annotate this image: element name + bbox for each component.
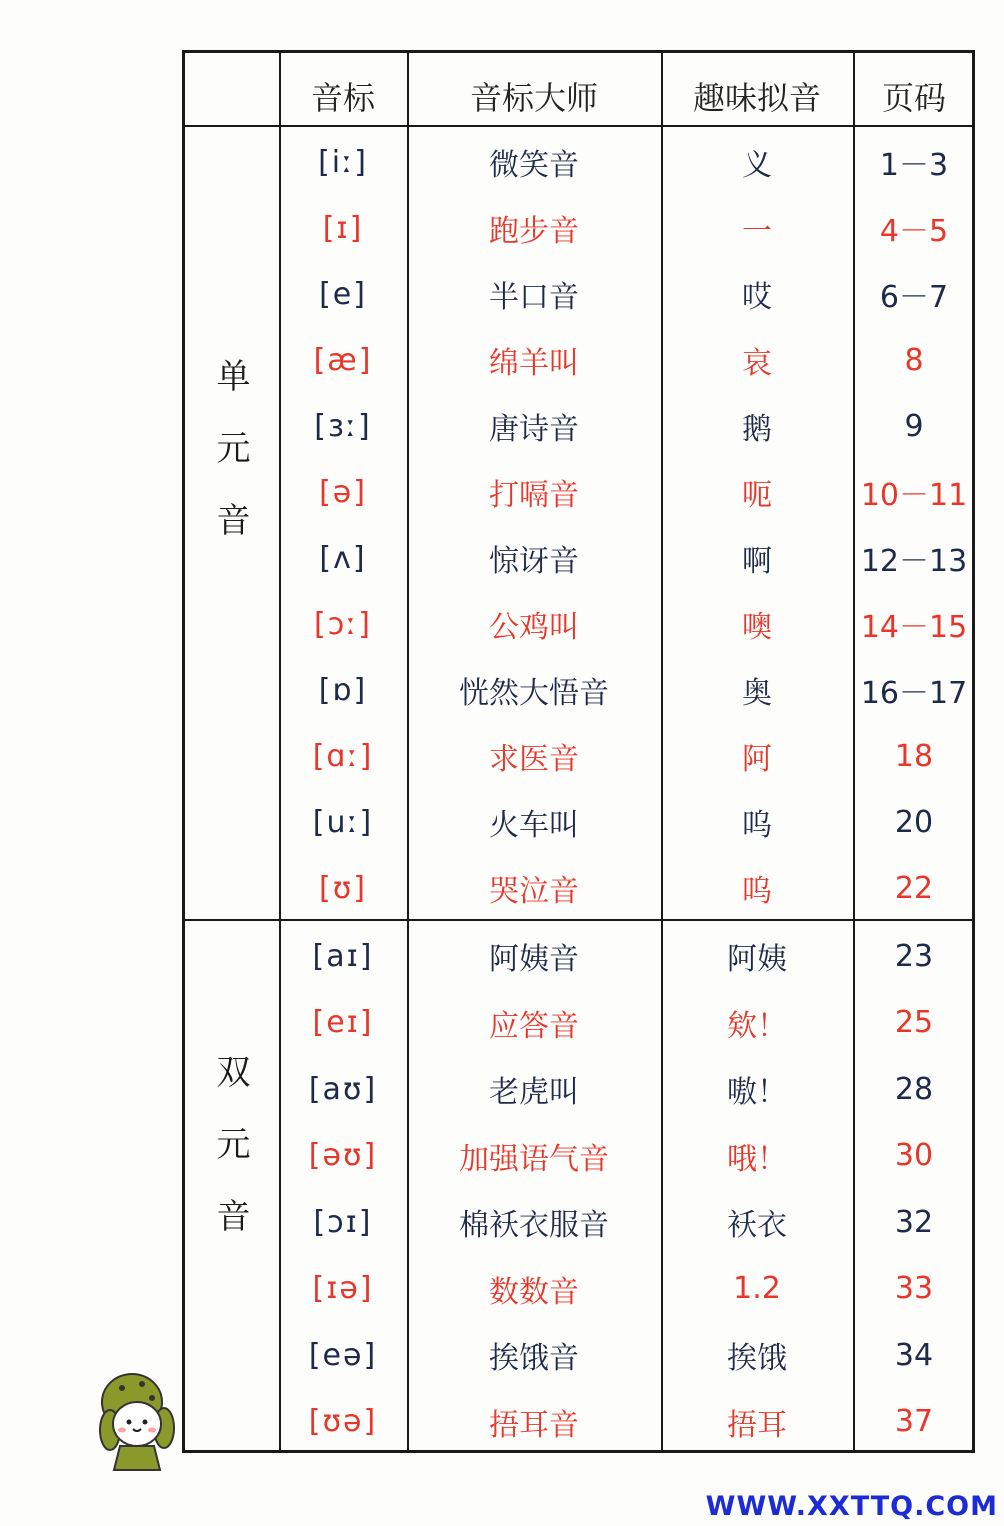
ipa-cell: [eə] [308, 1337, 378, 1373]
ipa-cell: [ə] [319, 474, 367, 510]
header-blank [185, 61, 279, 131]
ipa-cell: [eɪ] [312, 1005, 374, 1040]
master-cell: 绵羊叫 [489, 346, 579, 381]
master-cell: 恍然大悟音 [459, 676, 609, 711]
group-label-char: 音 [216, 1197, 251, 1237]
master-cell: 老虎叫 [489, 1075, 579, 1110]
fun-sound-cell: 嗷！ [727, 1075, 787, 1110]
fun-sound-cell: 鹅 [742, 412, 772, 447]
fun-sound-cell: 噢 [742, 610, 772, 645]
watermark-text: WWW.XXTTQ.COM [705, 1491, 998, 1522]
page-cell: 30 [894, 1138, 934, 1173]
fun-sound-cell: 捂耳 [727, 1407, 787, 1443]
group-label-char: 音 [216, 501, 251, 541]
ipa-cell: [uː] [312, 804, 374, 840]
page-cell: 10－11 [860, 478, 968, 513]
fun-sound-cell: 欸！ [727, 1008, 787, 1044]
ipa-cell: [ʊə] [308, 1404, 378, 1439]
master-cell: 微笑音 [489, 148, 579, 183]
page-cell: 1－3 [879, 148, 949, 183]
ipa-cell: [e] [319, 276, 367, 312]
master-cell: 打嗝音 [489, 478, 579, 513]
header-phonetic: 音标 [310, 79, 375, 117]
fun-sound-cell: 哀 [742, 346, 772, 381]
master-cell: 跑步音 [489, 214, 579, 249]
ipa-cell: [ɔː] [314, 606, 372, 642]
fun-sound-cell: 一 [742, 214, 772, 249]
page-cell: 9 [904, 408, 924, 444]
page-cell: 33 [894, 1271, 934, 1306]
fun-sound-cell: 呃 [742, 478, 772, 513]
page-cell: 32 [894, 1204, 934, 1240]
page-cell: 34 [894, 1337, 934, 1373]
master-cell: 阿姨音 [489, 942, 579, 977]
mascot-image [92, 1368, 192, 1478]
ipa-cell: [ɜː] [314, 408, 372, 444]
page-cell: 16－17 [860, 676, 968, 711]
group-label-diphthong [185, 1037, 282, 1253]
fun-sound-cell: 呜 [742, 808, 772, 843]
fun-sound-cell: 啊 [742, 544, 772, 579]
fun-sound-cell: 1.2 [733, 1271, 781, 1306]
master-cell: 公鸡叫 [489, 610, 579, 645]
page-cell: 37 [894, 1404, 934, 1439]
page-cell: 28 [894, 1071, 934, 1107]
fun-sound-cell: 哎 [742, 280, 772, 315]
page-cell: 20 [894, 804, 934, 840]
page-cell: 14－15 [860, 610, 968, 645]
fun-sound-cell: 呜 [742, 874, 772, 909]
fun-sound-cell: 阿姨 [727, 942, 787, 977]
master-cell: 惊讶音 [489, 544, 579, 579]
page-cell: 22 [894, 870, 934, 906]
fun-sound-cell: 义 [742, 148, 772, 183]
page-cell: 6－7 [879, 280, 949, 315]
group-label-monophthong [185, 341, 282, 557]
fun-sound-cell: 袄衣 [727, 1208, 787, 1243]
ipa-cell: [ɪ] [322, 210, 364, 246]
ipa-cell: [aʊ] [308, 1071, 378, 1107]
master-cell: 半口音 [489, 280, 579, 315]
master-cell: 挨饿音 [489, 1341, 579, 1376]
ipa-cell: [ɒ] [318, 672, 368, 708]
ipa-cell: [ʌ] [319, 540, 367, 576]
page-cell: 18 [894, 738, 934, 774]
master-cell: 数数音 [489, 1274, 579, 1310]
master-cell: 哭泣音 [489, 874, 579, 909]
ipa-cell: [ɑː] [312, 738, 374, 774]
fun-sound-cell: 挨饿 [727, 1341, 787, 1376]
master-cell: 应答音 [489, 1008, 579, 1044]
master-cell: 火车叫 [489, 808, 579, 843]
page-cell: 4－5 [879, 214, 949, 249]
fun-sound-cell: 哦！ [727, 1141, 787, 1177]
group-label-char: 元 [216, 429, 251, 469]
master-cell: 唐诗音 [489, 412, 579, 447]
group-label-char: 双 [216, 1053, 251, 1093]
master-cell: 求医音 [489, 742, 579, 777]
ipa-cell: [ɔɪ] [313, 1204, 373, 1240]
page-cell: 12－13 [860, 544, 968, 579]
phonetic-table [182, 50, 975, 1453]
page-cell: 8 [904, 342, 924, 378]
header-master: 音标大师 [469, 79, 598, 117]
fun-sound-cell: 奥 [742, 676, 772, 711]
ipa-cell: [aɪ] [312, 938, 374, 974]
ipa-cell: [əʊ] [308, 1138, 378, 1173]
master-cell: 捂耳音 [489, 1407, 579, 1443]
page-cell: 25 [894, 1005, 934, 1040]
group-label-char: 单 [216, 357, 251, 397]
fun-sound-cell: 阿 [742, 742, 772, 777]
page-cell: 23 [894, 938, 934, 974]
master-cell: 棉袄衣服音 [459, 1208, 609, 1243]
ipa-cell: [æ] [313, 342, 373, 378]
ipa-cell: [iː] [318, 144, 368, 180]
header-fun-sound: 趣味拟音 [692, 79, 821, 117]
master-cell: 加强语气音 [459, 1141, 609, 1177]
group-label-char: 元 [216, 1125, 251, 1165]
header-page: 页码 [881, 79, 946, 117]
ipa-cell: [ɪə] [312, 1271, 374, 1306]
ipa-cell: [ʊ] [319, 870, 367, 906]
